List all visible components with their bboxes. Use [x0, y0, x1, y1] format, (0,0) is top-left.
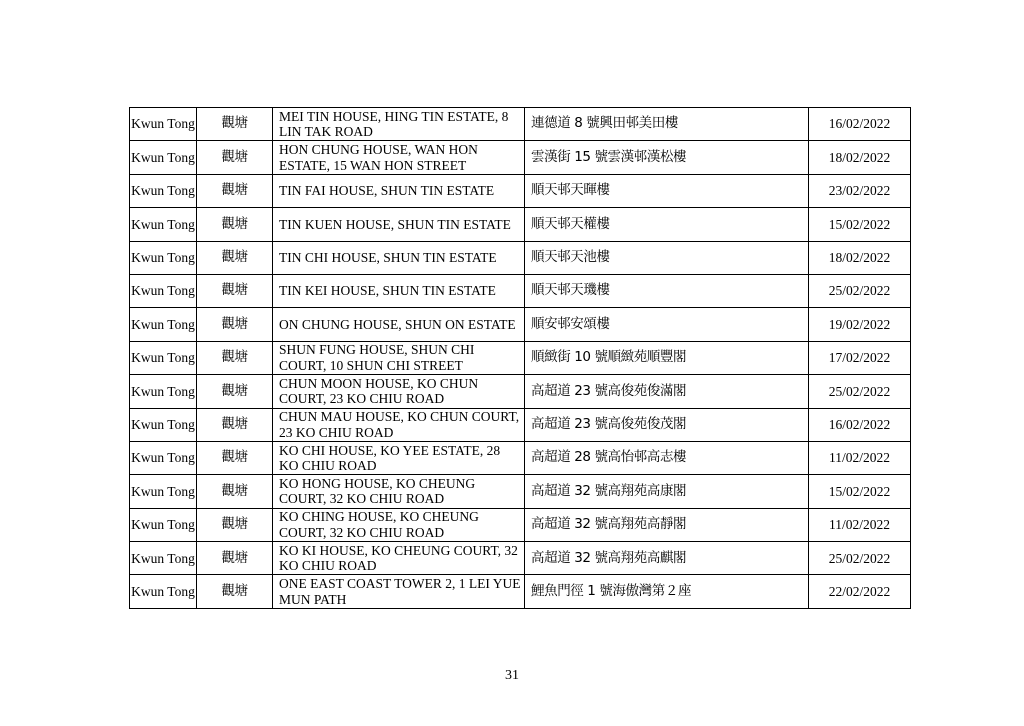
district-zh-cell: 觀塘 — [197, 375, 273, 408]
district-en-cell: Kwun Tong — [130, 308, 197, 341]
table-row — [130, 174, 911, 207]
address-zh-cell: 鯉魚門徑 1 號海傲灣第２座 — [525, 575, 809, 608]
address-en-cell: KO KI HOUSE, KO CHEUNG COURT, 32 KO CHIU ROAD — [273, 542, 525, 575]
address-zh-cell: 順安邨安頌樓 — [525, 308, 809, 341]
date-cell: 23/02/2022 — [809, 174, 911, 207]
district-zh-cell: 觀塘 — [197, 408, 273, 441]
district-zh-cell: 觀塘 — [197, 208, 273, 241]
table-row — [130, 441, 911, 474]
date-cell: 17/02/2022 — [809, 341, 911, 374]
table-row — [130, 542, 911, 575]
address-en-cell: CHUN MAU HOUSE, KO CHUN COURT, 23 KO CHIU ROAD — [273, 408, 525, 441]
address-en-cell: CHUN MOON HOUSE, KO CHUN COURT, 23 KO CHIU ROAD — [273, 375, 525, 408]
address-en-cell: KO HONG HOUSE, KO CHEUNG COURT, 32 KO CHIU ROAD — [273, 475, 525, 508]
address-en-cell: HON CHUNG HOUSE, WAN HON ESTATE, 15 WAN HON STREET — [273, 141, 525, 174]
district-zh-cell: 觀塘 — [197, 308, 273, 341]
table-row — [130, 108, 911, 141]
table-row — [130, 308, 911, 341]
district-en-cell: Kwun Tong — [130, 475, 197, 508]
district-en-cell: Kwun Tong — [130, 208, 197, 241]
date-cell: 16/02/2022 — [809, 108, 911, 141]
district-zh-cell: 觀塘 — [197, 241, 273, 274]
address-en-cell: MEI TIN HOUSE, HING TIN ESTATE, 8 LIN TAK ROAD — [273, 108, 525, 141]
address-zh-cell: 高超道 32 號高翔苑高靜閣 — [525, 508, 809, 541]
date-cell: 25/02/2022 — [809, 375, 911, 408]
table-row — [130, 241, 911, 274]
district-en-cell: Kwun Tong — [130, 542, 197, 575]
page-number: 31 — [505, 668, 519, 683]
address-zh-cell: 連德道 8 號興田邨美田樓 — [525, 108, 809, 141]
address-en-cell: TIN FAI HOUSE, SHUN TIN ESTATE — [273, 174, 525, 207]
date-cell: 19/02/2022 — [809, 308, 911, 341]
district-zh-cell: 觀塘 — [197, 575, 273, 608]
district-zh-cell: 觀塘 — [197, 441, 273, 474]
district-zh-cell: 觀塘 — [197, 274, 273, 307]
date-cell: 18/02/2022 — [809, 141, 911, 174]
district-zh-cell: 觀塘 — [197, 174, 273, 207]
address-zh-cell: 高超道 28 號高怡邨高志樓 — [525, 441, 809, 474]
address-en-cell: ON CHUNG HOUSE, SHUN ON ESTATE — [273, 308, 525, 341]
table-row — [130, 475, 911, 508]
table-body — [130, 108, 911, 609]
buildings-table — [129, 107, 911, 609]
address-en-cell: ONE EAST COAST TOWER 2, 1 LEI YUE MUN PATH — [273, 575, 525, 608]
district-zh-cell: 觀塘 — [197, 475, 273, 508]
table-row — [130, 408, 911, 441]
district-zh-cell: 觀塘 — [197, 141, 273, 174]
address-zh-cell: 高超道 32 號高翔苑高麒閣 — [525, 542, 809, 575]
address-zh-cell: 順緻街 10 號順緻苑順豐閣 — [525, 341, 809, 374]
date-cell: 18/02/2022 — [809, 241, 911, 274]
district-zh-cell: 觀塘 — [197, 108, 273, 141]
date-cell: 15/02/2022 — [809, 208, 911, 241]
table-row — [130, 575, 911, 608]
date-cell: 11/02/2022 — [809, 441, 911, 474]
district-en-cell: Kwun Tong — [130, 274, 197, 307]
district-zh-cell: 觀塘 — [197, 508, 273, 541]
address-zh-cell: 高超道 23 號高俊苑俊茂閣 — [525, 408, 809, 441]
district-en-cell: Kwun Tong — [130, 408, 197, 441]
address-en-cell: KO CHI HOUSE, KO YEE ESTATE, 28 KO CHIU ROAD — [273, 441, 525, 474]
district-en-cell: Kwun Tong — [130, 241, 197, 274]
table-row — [130, 375, 911, 408]
date-cell: 25/02/2022 — [809, 542, 911, 575]
table-row — [130, 141, 911, 174]
table-row — [130, 274, 911, 307]
table-row — [130, 341, 911, 374]
address-zh-cell: 高超道 32 號高翔苑高康閣 — [525, 475, 809, 508]
table-row — [130, 208, 911, 241]
address-en-cell: SHUN FUNG HOUSE, SHUN CHI COURT, 10 SHUN CHI STREET — [273, 341, 525, 374]
date-cell: 22/02/2022 — [809, 575, 911, 608]
table-row — [130, 508, 911, 541]
district-en-cell: Kwun Tong — [130, 575, 197, 608]
date-cell: 25/02/2022 — [809, 274, 911, 307]
district-en-cell: Kwun Tong — [130, 341, 197, 374]
district-en-cell: Kwun Tong — [130, 375, 197, 408]
address-zh-cell: 順天邨天暉樓 — [525, 174, 809, 207]
address-en-cell: TIN KUEN HOUSE, SHUN TIN ESTATE — [273, 208, 525, 241]
address-en-cell: TIN KEI HOUSE, SHUN TIN ESTATE — [273, 274, 525, 307]
address-zh-cell: 順天邨天權樓 — [525, 208, 809, 241]
district-en-cell: Kwun Tong — [130, 174, 197, 207]
district-zh-cell: 觀塘 — [197, 341, 273, 374]
address-zh-cell: 雲漢街 15 號雲漢邨漢松樓 — [525, 141, 809, 174]
district-en-cell: Kwun Tong — [130, 441, 197, 474]
date-cell: 11/02/2022 — [809, 508, 911, 541]
district-en-cell: Kwun Tong — [130, 141, 197, 174]
address-zh-cell: 順天邨天池樓 — [525, 241, 809, 274]
district-en-cell: Kwun Tong — [130, 108, 197, 141]
date-cell: 15/02/2022 — [809, 475, 911, 508]
district-en-cell: Kwun Tong — [130, 508, 197, 541]
district-zh-cell: 觀塘 — [197, 542, 273, 575]
address-zh-cell: 高超道 23 號高俊苑俊滿閣 — [525, 375, 809, 408]
date-cell: 16/02/2022 — [809, 408, 911, 441]
address-zh-cell: 順天邨天璣樓 — [525, 274, 809, 307]
address-en-cell: TIN CHI HOUSE, SHUN TIN ESTATE — [273, 241, 525, 274]
address-en-cell: KO CHING HOUSE, KO CHEUNG COURT, 32 KO CHIU ROAD — [273, 508, 525, 541]
